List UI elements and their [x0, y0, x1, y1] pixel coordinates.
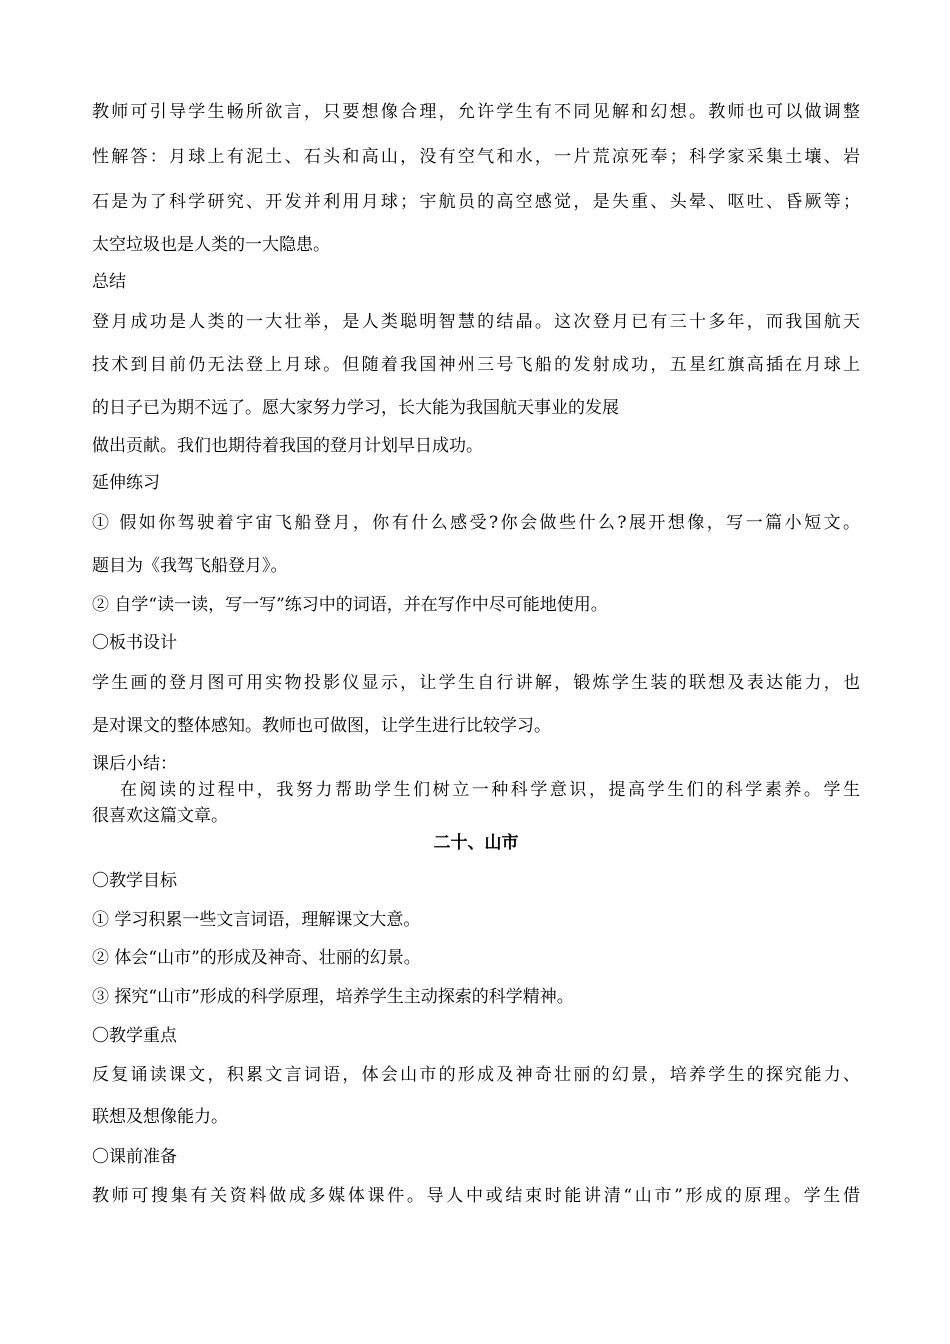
- list-item: ③ 探究“山市”形成的科学原理，培养学生主动探索的科学精神。: [92, 987, 574, 1007]
- list-item: ② 自学“读一读，写一写”练习中的词语，并在写作中尽可能地使用。: [92, 595, 608, 615]
- paragraph-line: 性解答：月球上有泥土、石头和高山，没有空气和水，一片荒凉死奉；科学家采集土壤、岩: [92, 147, 860, 167]
- paragraph-line: 的日子已为期不远了。愿大家努力学习，长大能为我国航天事业的发展: [92, 398, 619, 418]
- paragraph-line: 联想及想像能力。: [92, 1107, 228, 1127]
- list-item: ② 体会“山市”的形成及神奇、壮丽的幻景。: [92, 948, 421, 968]
- paragraph-line: 太空垃圾也是人类的一大隐患。: [92, 235, 330, 255]
- paragraph-line: 是对课文的整体感知。教师也可做图，让学生进行比较学习。: [92, 716, 551, 736]
- section-heading-after-class: 课后小结：: [92, 754, 177, 774]
- paragraph-line: 做出贡献。我们也期待着我国的登月计划早日成功。: [92, 436, 483, 456]
- section-heading-extension: 延伸练习: [92, 473, 160, 493]
- paragraph-line: 在阅读的过程中，我努力帮助学生们树立一种科学意识，提高学生们的科学素养。学生: [120, 780, 860, 800]
- list-item: ① 学习积累一些文言词语，理解课文大意。: [92, 910, 421, 930]
- paragraph-line: 登月成功是人类的一大壮举，是人类聪明智慧的结晶。这次登月已有三十多年，而我国航天: [92, 312, 860, 332]
- lesson-title: 二十、山市: [433, 833, 519, 853]
- paragraph-line: 反复诵读课文，积累文言词语，体会山市的形成及神奇壮丽的幻景，培养学生的探究能力、: [92, 1065, 860, 1085]
- section-heading-objectives: 〇教学目标: [92, 871, 177, 891]
- paragraph-line: 技术到目前仍无法登上月球。但随着我国神州三号飞船的发射成功，五星红旗高插在月球上: [92, 355, 860, 375]
- list-item: ① 假如你驾驶着宇宙飞船登月，你有什么感受?你会做些什么?展开想像，写一篇小短文。: [92, 513, 860, 533]
- section-heading-key-points: 〇教学重点: [92, 1026, 177, 1046]
- section-heading-summary: 总结: [92, 272, 126, 292]
- section-heading-preparation: 〇课前准备: [92, 1147, 177, 1167]
- paragraph-line: 题目为《我驾飞船登月》。: [92, 556, 288, 576]
- section-heading-board-design: 〇板书设计: [92, 633, 177, 653]
- paragraph-line: 教师可搜集有关资料做成多媒体课件。导人中或结束时能讲清“山市”形成的原理。学生借: [92, 1186, 860, 1206]
- paragraph-line: 教师可引导学生畅所欲言，只要想像合理，允许学生有不同见解和幻想。教师也可以做调整: [92, 102, 860, 122]
- paragraph-line: 很喜欢这篇文章。: [92, 806, 228, 826]
- paragraph-line: 学生画的登月图可用实物投影仪显示，让学生自行讲解，锻炼学生装的联想及表达能力，也: [92, 673, 860, 693]
- paragraph-line: 石是为了科学研究、开发并利用月球；宇航员的高空感觉，是失重、头晕、呕吐、昏厥等；: [92, 192, 860, 212]
- document-page: [92, 0, 862, 1344]
